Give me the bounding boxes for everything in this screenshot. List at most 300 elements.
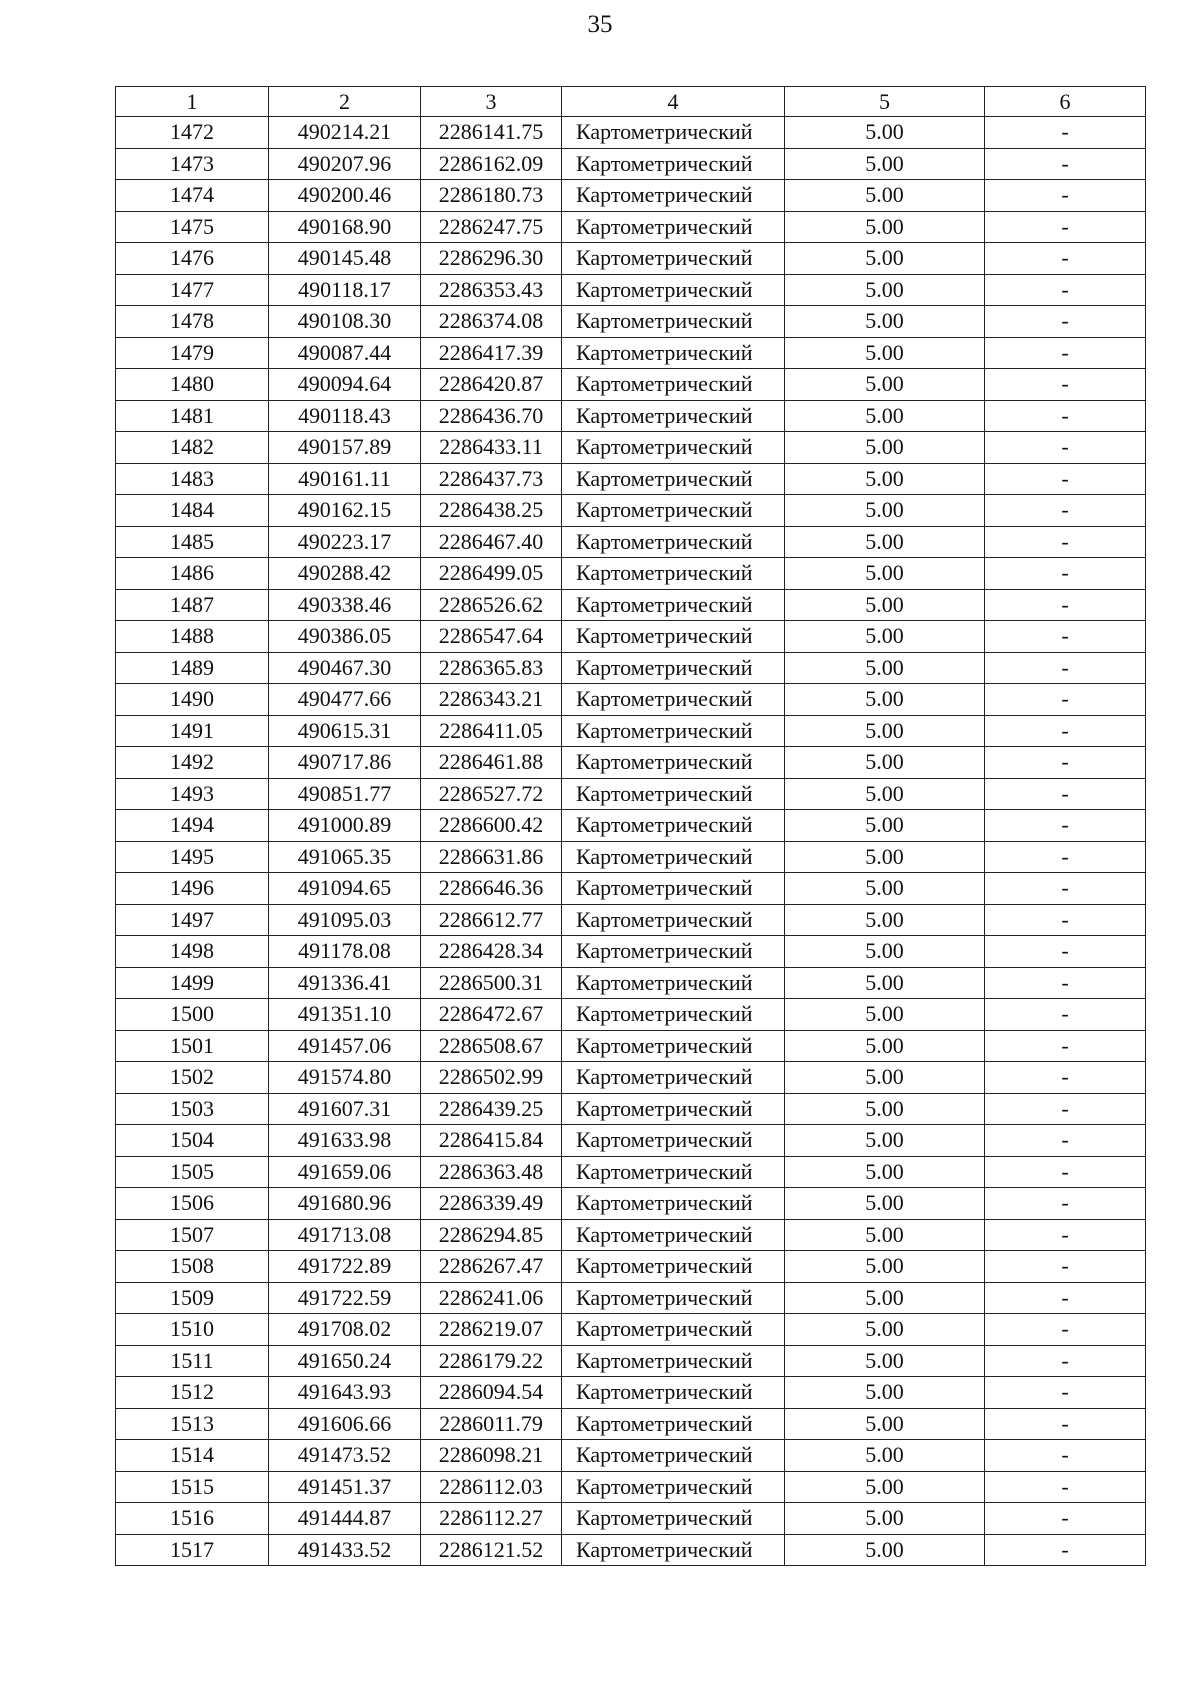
note-cell: - [985,1030,1146,1062]
method-cell: Картометрический [562,274,785,306]
header-row [116,87,1146,117]
accuracy-cell: 5.00 [785,274,985,306]
table-body [116,117,1146,1566]
table-row [116,1030,1146,1062]
table-row [116,1534,1146,1566]
y-coordinate-cell: 2286527.72 [421,778,562,810]
accuracy-cell: 5.00 [785,589,985,621]
accuracy-cell: 5.00 [785,715,985,747]
y-coordinate-cell: 2286179.22 [421,1345,562,1377]
accuracy-cell: 5.00 [785,1062,985,1094]
x-coordinate-cell: 490145.48 [269,243,421,275]
accuracy-cell: 5.00 [785,999,985,1031]
table-row [116,652,1146,684]
accuracy-cell: 5.00 [785,778,985,810]
table-row [116,369,1146,401]
point-number-cell: 1515 [116,1471,269,1503]
table-row [116,495,1146,527]
method-cell: Картометрический [562,904,785,936]
table-row [116,1471,1146,1503]
note-cell: - [985,1345,1146,1377]
point-number-cell: 1502 [116,1062,269,1094]
note-cell: - [985,841,1146,873]
method-cell: Картометрический [562,999,785,1031]
y-coordinate-cell: 2286472.67 [421,999,562,1031]
point-number-cell: 1474 [116,180,269,212]
accuracy-cell: 5.00 [785,1440,985,1472]
note-cell: - [985,463,1146,495]
accuracy-cell: 5.00 [785,1471,985,1503]
table-row [116,117,1146,149]
y-coordinate-cell: 2286415.84 [421,1125,562,1157]
table-row [116,904,1146,936]
note-cell: - [985,1471,1146,1503]
y-coordinate-cell: 2286011.79 [421,1408,562,1440]
coordinates-table [115,86,1146,1566]
y-coordinate-cell: 2286098.21 [421,1440,562,1472]
x-coordinate-cell: 491722.89 [269,1251,421,1283]
method-cell: Картометрический [562,841,785,873]
method-cell: Картометрический [562,1534,785,1566]
table-row [116,1156,1146,1188]
x-coordinate-cell: 490851.77 [269,778,421,810]
point-number-cell: 1489 [116,652,269,684]
x-coordinate-cell: 491606.66 [269,1408,421,1440]
point-number-cell: 1472 [116,117,269,149]
y-coordinate-cell: 2286612.77 [421,904,562,936]
column-header-5: 5 [785,87,985,117]
point-number-cell: 1491 [116,715,269,747]
method-cell: Картометрический [562,495,785,527]
note-cell: - [985,1251,1146,1283]
method-cell: Картометрический [562,243,785,275]
note-cell: - [985,747,1146,779]
table-row [116,747,1146,779]
y-coordinate-cell: 2286296.30 [421,243,562,275]
point-number-cell: 1505 [116,1156,269,1188]
x-coordinate-cell: 491433.52 [269,1534,421,1566]
note-cell: - [985,117,1146,149]
note-cell: - [985,306,1146,338]
point-number-cell: 1517 [116,1534,269,1566]
note-cell: - [985,778,1146,810]
method-cell: Картометрический [562,1125,785,1157]
page-number: 35 [587,11,613,38]
note-cell: - [985,1093,1146,1125]
method-cell: Картометрический [562,1093,785,1125]
y-coordinate-cell: 2286526.62 [421,589,562,621]
method-cell: Картометрический [562,337,785,369]
table-row [116,1219,1146,1251]
point-number-cell: 1482 [116,432,269,464]
note-cell: - [985,495,1146,527]
note-cell: - [985,1534,1146,1566]
y-coordinate-cell: 2286500.31 [421,967,562,999]
x-coordinate-cell: 491095.03 [269,904,421,936]
y-coordinate-cell: 2286547.64 [421,621,562,653]
method-cell: Картометрический [562,1062,785,1094]
y-coordinate-cell: 2286502.99 [421,1062,562,1094]
x-coordinate-cell: 490118.43 [269,400,421,432]
accuracy-cell: 5.00 [785,810,985,842]
table-row [116,621,1146,653]
note-cell: - [985,1377,1146,1409]
y-coordinate-cell: 2286499.05 [421,558,562,590]
accuracy-cell: 5.00 [785,211,985,243]
table-row [116,873,1146,905]
y-coordinate-cell: 2286411.05 [421,715,562,747]
accuracy-cell: 5.00 [785,1282,985,1314]
x-coordinate-cell: 491680.96 [269,1188,421,1220]
accuracy-cell: 5.00 [785,621,985,653]
note-cell: - [985,274,1146,306]
point-number-cell: 1479 [116,337,269,369]
table-row [116,778,1146,810]
x-coordinate-cell: 490161.11 [269,463,421,495]
table-row [116,558,1146,590]
point-number-cell: 1486 [116,558,269,590]
note-cell: - [985,684,1146,716]
method-cell: Картометрический [562,1440,785,1472]
note-cell: - [985,1440,1146,1472]
table-row [116,337,1146,369]
y-coordinate-cell: 2286112.27 [421,1503,562,1535]
accuracy-cell: 5.00 [785,1188,985,1220]
y-coordinate-cell: 2286417.39 [421,337,562,369]
accuracy-cell: 5.00 [785,243,985,275]
table-row [116,1062,1146,1094]
method-cell: Картометрический [562,306,785,338]
x-coordinate-cell: 491000.89 [269,810,421,842]
note-cell: - [985,936,1146,968]
y-coordinate-cell: 2286631.86 [421,841,562,873]
note-cell: - [985,1282,1146,1314]
table-row [116,1314,1146,1346]
method-cell: Картометрический [562,873,785,905]
x-coordinate-cell: 491457.06 [269,1030,421,1062]
x-coordinate-cell: 491178.08 [269,936,421,968]
y-coordinate-cell: 2286437.73 [421,463,562,495]
x-coordinate-cell: 490615.31 [269,715,421,747]
note-cell: - [985,337,1146,369]
x-coordinate-cell: 491607.31 [269,1093,421,1125]
point-number-cell: 1509 [116,1282,269,1314]
method-cell: Картометрический [562,1156,785,1188]
accuracy-cell: 5.00 [785,684,985,716]
y-coordinate-cell: 2286428.34 [421,936,562,968]
table-row [116,1093,1146,1125]
accuracy-cell: 5.00 [785,873,985,905]
x-coordinate-cell: 491633.98 [269,1125,421,1157]
x-coordinate-cell: 491094.65 [269,873,421,905]
method-cell: Картометрический [562,1030,785,1062]
accuracy-cell: 5.00 [785,1219,985,1251]
method-cell: Картометрический [562,1314,785,1346]
note-cell: - [985,873,1146,905]
accuracy-cell: 5.00 [785,1093,985,1125]
y-coordinate-cell: 2286141.75 [421,117,562,149]
accuracy-cell: 5.00 [785,337,985,369]
x-coordinate-cell: 490386.05 [269,621,421,653]
note-cell: - [985,967,1146,999]
method-cell: Картометрический [562,715,785,747]
y-coordinate-cell: 2286219.07 [421,1314,562,1346]
y-coordinate-cell: 2286343.21 [421,684,562,716]
table-row [116,841,1146,873]
table-row [116,999,1146,1031]
table-row [116,1345,1146,1377]
point-number-cell: 1490 [116,684,269,716]
note-cell: - [985,652,1146,684]
y-coordinate-cell: 2286363.48 [421,1156,562,1188]
method-cell: Картометрический [562,810,785,842]
y-coordinate-cell: 2286439.25 [421,1093,562,1125]
table-row [116,180,1146,212]
note-cell: - [985,1062,1146,1094]
x-coordinate-cell: 491351.10 [269,999,421,1031]
method-cell: Картометрический [562,589,785,621]
y-coordinate-cell: 2286374.08 [421,306,562,338]
note-cell: - [985,1188,1146,1220]
method-cell: Картометрический [562,463,785,495]
accuracy-cell: 5.00 [785,1377,985,1409]
y-coordinate-cell: 2286467.40 [421,526,562,558]
accuracy-cell: 5.00 [785,1345,985,1377]
table-row [116,1377,1146,1409]
table-header [116,87,1146,117]
accuracy-cell: 5.00 [785,1503,985,1535]
x-coordinate-cell: 491574.80 [269,1062,421,1094]
accuracy-cell: 5.00 [785,1251,985,1283]
column-header-1: 1 [116,87,269,117]
table-row [116,463,1146,495]
x-coordinate-cell: 490168.90 [269,211,421,243]
table-row [116,810,1146,842]
point-number-cell: 1506 [116,1188,269,1220]
method-cell: Картометрический [562,1471,785,1503]
x-coordinate-cell: 491722.59 [269,1282,421,1314]
x-coordinate-cell: 490207.96 [269,148,421,180]
note-cell: - [985,148,1146,180]
point-number-cell: 1496 [116,873,269,905]
table-row [116,211,1146,243]
method-cell: Картометрический [562,117,785,149]
note-cell: - [985,211,1146,243]
accuracy-cell: 5.00 [785,1534,985,1566]
y-coordinate-cell: 2286162.09 [421,148,562,180]
x-coordinate-cell: 490214.21 [269,117,421,149]
method-cell: Картометрический [562,1282,785,1314]
x-coordinate-cell: 491650.24 [269,1345,421,1377]
method-cell: Картометрический [562,1188,785,1220]
note-cell: - [985,715,1146,747]
method-cell: Картометрический [562,684,785,716]
note-cell: - [985,1156,1146,1188]
x-coordinate-cell: 490200.46 [269,180,421,212]
method-cell: Картометрический [562,1219,785,1251]
table-row [116,1188,1146,1220]
y-coordinate-cell: 2286600.42 [421,810,562,842]
point-number-cell: 1481 [116,400,269,432]
method-cell: Картометрический [562,432,785,464]
note-cell: - [985,526,1146,558]
x-coordinate-cell: 491473.52 [269,1440,421,1472]
y-coordinate-cell: 2286339.49 [421,1188,562,1220]
accuracy-cell: 5.00 [785,967,985,999]
table-row [116,684,1146,716]
point-number-cell: 1475 [116,211,269,243]
table-row [116,1125,1146,1157]
point-number-cell: 1495 [116,841,269,873]
x-coordinate-cell: 490087.44 [269,337,421,369]
accuracy-cell: 5.00 [785,180,985,212]
x-coordinate-cell: 491336.41 [269,967,421,999]
method-cell: Картометрический [562,1503,785,1535]
table-row [116,967,1146,999]
y-coordinate-cell: 2286646.36 [421,873,562,905]
table-row [116,1440,1146,1472]
x-coordinate-cell: 490717.86 [269,747,421,779]
point-number-cell: 1497 [116,904,269,936]
note-cell: - [985,1314,1146,1346]
x-coordinate-cell: 490338.46 [269,589,421,621]
accuracy-cell: 5.00 [785,1408,985,1440]
note-cell: - [985,1125,1146,1157]
point-number-cell: 1500 [116,999,269,1031]
method-cell: Картометрический [562,558,785,590]
method-cell: Картометрический [562,1251,785,1283]
accuracy-cell: 5.00 [785,463,985,495]
accuracy-cell: 5.00 [785,747,985,779]
x-coordinate-cell: 491659.06 [269,1156,421,1188]
y-coordinate-cell: 2286121.52 [421,1534,562,1566]
table-row [116,589,1146,621]
y-coordinate-cell: 2286438.25 [421,495,562,527]
x-coordinate-cell: 491643.93 [269,1377,421,1409]
x-coordinate-cell: 490467.30 [269,652,421,684]
y-coordinate-cell: 2286247.75 [421,211,562,243]
point-number-cell: 1511 [116,1345,269,1377]
table-row [116,306,1146,338]
point-number-cell: 1504 [116,1125,269,1157]
column-header-6: 6 [985,87,1146,117]
column-header-3: 3 [421,87,562,117]
table-row [116,1282,1146,1314]
point-number-cell: 1507 [116,1219,269,1251]
x-coordinate-cell: 490288.42 [269,558,421,590]
accuracy-cell: 5.00 [785,306,985,338]
point-number-cell: 1501 [116,1030,269,1062]
point-number-cell: 1483 [116,463,269,495]
note-cell: - [985,1503,1146,1535]
point-number-cell: 1476 [116,243,269,275]
note-cell: - [985,432,1146,464]
accuracy-cell: 5.00 [785,652,985,684]
x-coordinate-cell: 490157.89 [269,432,421,464]
point-number-cell: 1503 [116,1093,269,1125]
method-cell: Картометрический [562,148,785,180]
table-row [116,148,1146,180]
method-cell: Картометрический [562,180,785,212]
y-coordinate-cell: 2286241.06 [421,1282,562,1314]
point-number-cell: 1473 [116,148,269,180]
note-cell: - [985,904,1146,936]
point-number-cell: 1484 [116,495,269,527]
table-row [116,1408,1146,1440]
point-number-cell: 1485 [116,526,269,558]
table-row [116,715,1146,747]
x-coordinate-cell: 491451.37 [269,1471,421,1503]
y-coordinate-cell: 2286294.85 [421,1219,562,1251]
table-row [116,432,1146,464]
column-header-2: 2 [269,87,421,117]
point-number-cell: 1488 [116,621,269,653]
table-row [116,243,1146,275]
point-number-cell: 1493 [116,778,269,810]
note-cell: - [985,400,1146,432]
method-cell: Картометрический [562,621,785,653]
point-number-cell: 1510 [116,1314,269,1346]
note-cell: - [985,558,1146,590]
method-cell: Картометрический [562,1408,785,1440]
note-cell: - [985,243,1146,275]
method-cell: Картометрический [562,967,785,999]
y-coordinate-cell: 2286267.47 [421,1251,562,1283]
note-cell: - [985,1408,1146,1440]
note-cell: - [985,810,1146,842]
column-header-4: 4 [562,87,785,117]
method-cell: Картометрический [562,400,785,432]
method-cell: Картометрический [562,936,785,968]
method-cell: Картометрический [562,526,785,558]
point-number-cell: 1487 [116,589,269,621]
table-row [116,400,1146,432]
accuracy-cell: 5.00 [785,1156,985,1188]
x-coordinate-cell: 490477.66 [269,684,421,716]
accuracy-cell: 5.00 [785,148,985,180]
y-coordinate-cell: 2286365.83 [421,652,562,684]
table-row [116,526,1146,558]
note-cell: - [985,589,1146,621]
x-coordinate-cell: 491713.08 [269,1219,421,1251]
y-coordinate-cell: 2286353.43 [421,274,562,306]
accuracy-cell: 5.00 [785,558,985,590]
x-coordinate-cell: 491065.35 [269,841,421,873]
accuracy-cell: 5.00 [785,1125,985,1157]
note-cell: - [985,369,1146,401]
x-coordinate-cell: 490162.15 [269,495,421,527]
table-row [116,1251,1146,1283]
y-coordinate-cell: 2286112.03 [421,1471,562,1503]
y-coordinate-cell: 2286420.87 [421,369,562,401]
point-number-cell: 1477 [116,274,269,306]
y-coordinate-cell: 2286436.70 [421,400,562,432]
method-cell: Картометрический [562,1377,785,1409]
point-number-cell: 1478 [116,306,269,338]
accuracy-cell: 5.00 [785,526,985,558]
y-coordinate-cell: 2286433.11 [421,432,562,464]
x-coordinate-cell: 490223.17 [269,526,421,558]
x-coordinate-cell: 490108.30 [269,306,421,338]
point-number-cell: 1494 [116,810,269,842]
accuracy-cell: 5.00 [785,495,985,527]
method-cell: Картометрический [562,1345,785,1377]
accuracy-cell: 5.00 [785,841,985,873]
table-row [116,274,1146,306]
accuracy-cell: 5.00 [785,936,985,968]
accuracy-cell: 5.00 [785,1314,985,1346]
accuracy-cell: 5.00 [785,117,985,149]
